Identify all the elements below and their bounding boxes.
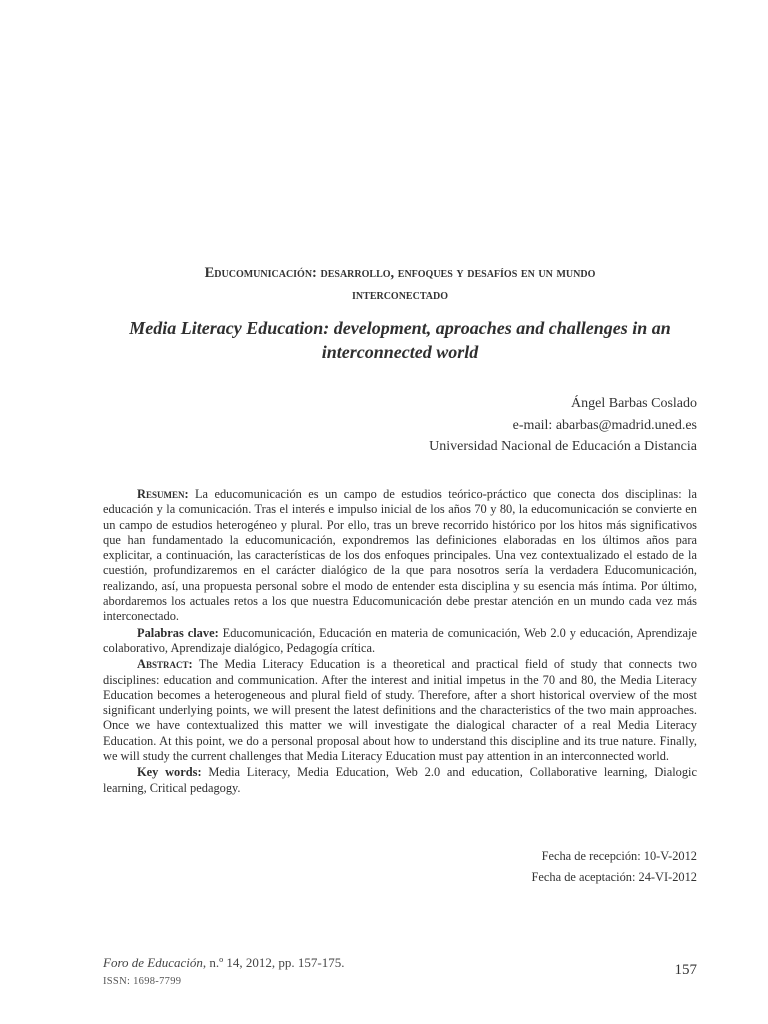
date-received: Fecha de recepción: 10-V-2012: [541, 849, 697, 863]
dates-block: [532, 846, 697, 888]
key-words-paragraph: [103, 765, 697, 796]
resumen-text: La educomunicación es un campo de estudios teórico-práctico que conecta dos disciplinas: la educación y la comunicación. Tras el interés e impulso inicial de los años 70 y 80, la educomunicación se convierte en un campo de estudios heterogéneo y plural. Por ello, tras un breve recorrido histórico por los hitos más significativos que han fundamentado la educomunicación, expondremos las definiciones elaboradas en los últimos años para explicitar, a continuación, las características de los dos enfoques principales. Una vez contextualizado el estado de la cuestión, profundizaremos en el carácter dialógico de la que para nosotros sería la verdadera Educomunicación, realizando, así, una propuesta personal sobre el modo de entender esta disciplina y su esencia más íntima. Por último, abordaremos los actuales retos a los que nuestra Educomunicación debe prestar atención en un mundo cada vez más interconectado.: [103, 487, 697, 624]
footer-journal: [103, 955, 345, 971]
title-spanish-line1: Educomunicación: desarrollo, enfoques y desafíos en un mundo: [204, 265, 596, 281]
palabras-clave-paragraph: [103, 626, 697, 657]
title-english-line2: interconnected world: [321, 342, 479, 362]
abstract-paragraph: [103, 657, 697, 764]
abstract-text: The Media Literacy Education is a theoretical and practical field of study that connects two disciplines: education and communication. After the interest and initial impetus in the 70 and 80, the Media Literacy Education becomes a heterogeneous and plural field of study. Therefore, after a short historical overview of the most significant underlying points, we will present the latest definitions and the characteristics of the two main approaches. Once we have contextualized this matter we will investigate the dialogical character of a real Media Literacy Education. At this point, we do a personal proposal about how to understand this discipline and its true nature. Finally, we will study the current challenges that Media Literacy Education must pay attention in an interconnected world.: [103, 657, 697, 764]
resumen-paragraph: [103, 487, 697, 625]
title-spanish-line2: interconectado: [352, 287, 448, 303]
author-name: Ángel Barbas Coslado: [571, 396, 697, 411]
footer-issn: ISSN: 1698-7799: [103, 976, 182, 987]
author-email: e-mail: abarbas@madrid.uned.es: [512, 417, 697, 433]
abstract-label: Abstract:: [137, 657, 193, 672]
palabras-clave-text: Educomunicación, Educación en materia de comunicación, Web 2.0 y educación, Aprendizaje colaborativo, Aprendizaje dialógico, Pedagogía crítica.: [103, 625, 697, 655]
date-accepted: Fecha de aceptación: 24-VI-2012: [531, 870, 697, 884]
title-english: [103, 316, 697, 364]
author-institution: Universidad Nacional de Educación a Distancia: [429, 439, 697, 454]
title-spanish: [103, 262, 697, 306]
abstract-section: [103, 487, 697, 796]
page-number: 157: [674, 962, 697, 978]
journal-name: Foro de Educación: [103, 955, 203, 970]
journal-details: , n.º 14, 2012, pp. 157-175.: [202, 955, 345, 970]
resumen-label: Resumen:: [137, 487, 189, 501]
palabras-clave-label: Palabras clave:: [137, 625, 219, 640]
paper-page: [103, 0, 697, 1024]
title-english-line1: Media Literacy Education: development, aproaches and challenges in an: [129, 318, 671, 338]
key-words-label: Key words:: [137, 765, 202, 780]
key-words-text: Media Literacy, Media Education, Web 2.0 and education, Collaborative learning, Dialogic learning, Critical pedagogy.: [103, 765, 697, 795]
author-block: [429, 393, 697, 458]
